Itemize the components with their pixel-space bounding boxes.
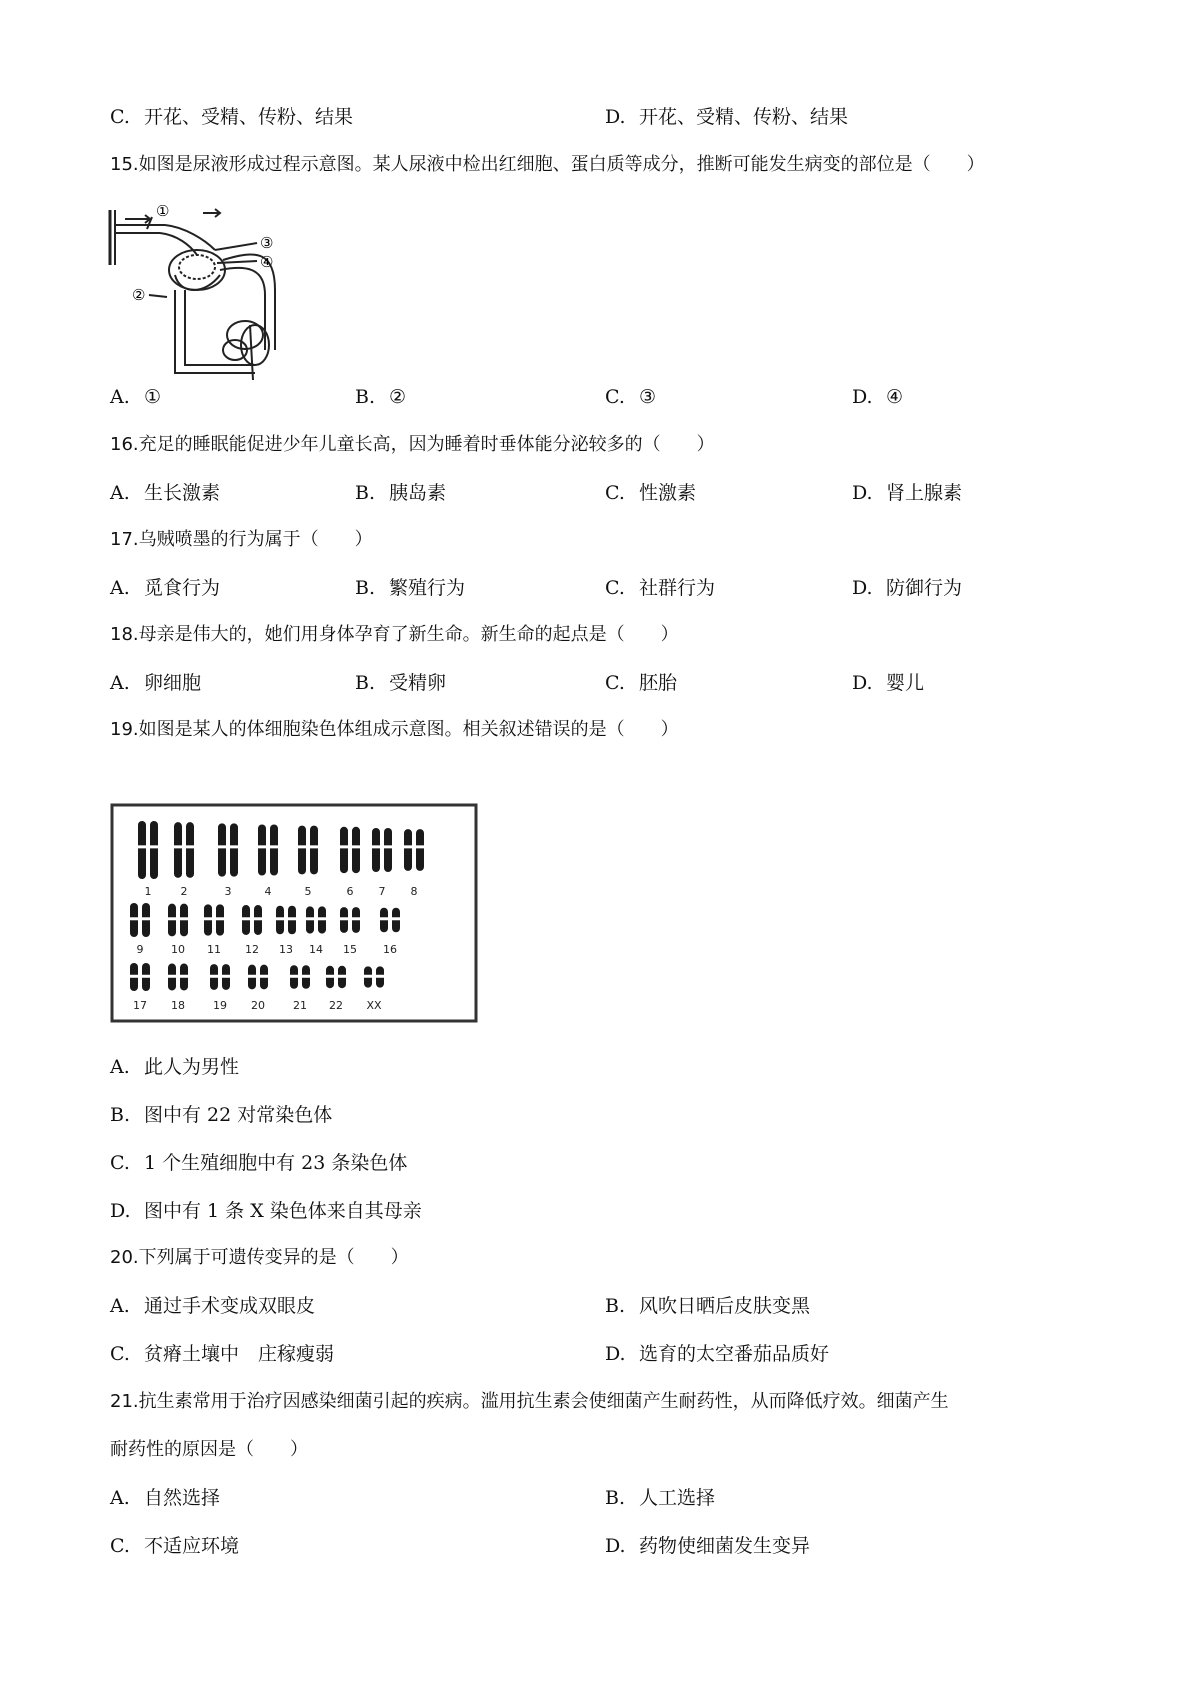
centromere-band: [351, 917, 361, 920]
q14-option-d: D. 开花、受精、传粉、结果: [605, 106, 849, 128]
q17-option-d: D. 防御行为: [852, 577, 963, 599]
chromosome-6-2: [352, 827, 360, 873]
centromere-band: [337, 975, 347, 978]
q16-options: [110, 478, 1110, 508]
centromere-band: [375, 975, 385, 978]
centromere-band: [179, 975, 189, 978]
centromere-band: [141, 975, 151, 978]
karyotype-label-6: 6: [346, 885, 354, 898]
q20-options-row1: [110, 1291, 1110, 1321]
centromere-band: [371, 845, 381, 848]
karyotype-label-XX: XX: [366, 999, 382, 1012]
centromere-band: [309, 845, 319, 848]
centromere-band: [253, 917, 263, 920]
chromosome-7-1: [372, 828, 380, 872]
karyotype-label-15: 15: [343, 943, 357, 956]
karyotype-diagram: [110, 803, 478, 1023]
centromere-band: [391, 917, 401, 920]
chromosome-4-1: [258, 824, 266, 875]
centromere-band: [179, 917, 189, 920]
q15-option-d: D. ④: [852, 386, 904, 408]
q17-stem: 17.乌贼喷墨的行为属于（ ）: [110, 529, 373, 550]
q21-option-a: A. 自然选择: [110, 1487, 221, 1509]
karyotype-label-14: 14: [309, 943, 323, 956]
q16-option-d: D. 肾上腺素: [852, 482, 963, 504]
q19-option-a: A. 此人为男性: [110, 1056, 240, 1078]
q19-stem: 19.如图是某人的体细胞染色体组成示意图。相关叙述错误的是（ ）: [110, 719, 679, 740]
karyotype-label-22: 22: [329, 999, 343, 1012]
karyotype-label-12: 12: [245, 943, 259, 956]
q20-option-b: B. 风吹日晒后皮肤变黑: [605, 1295, 811, 1317]
karyotype-label-2: 2: [180, 885, 188, 898]
nephron-label-1: ①: [156, 205, 170, 220]
centromere-band: [305, 917, 315, 920]
q17-option-c: C. 社群行为: [605, 577, 716, 599]
q18-stem: 18.母亲是伟大的，她们用身体孕育了新生命。新生命的起点是（ ）: [110, 624, 679, 645]
q18-option-b: B. 受精卵: [355, 672, 447, 694]
chromosome-7-2: [384, 828, 392, 872]
centromere-band: [351, 845, 361, 848]
karyotype-label-20: 20: [251, 999, 265, 1012]
q19-option-c: C. 1 个生殖细胞中有 23 条染色体: [110, 1152, 408, 1174]
centromere-band: [167, 917, 177, 920]
q18-option-a: A. 卵细胞: [110, 672, 202, 694]
q21-stem-line1: 21.抗生素常用于治疗因感染细菌引起的疾病。滥用抗生素会使细菌产生耐药性，从而降低疗效。细菌产生: [110, 1391, 949, 1412]
q17-options: [110, 573, 1110, 603]
q16-stem: 16.充足的睡眠能促进少年儿童长高，因为睡着时垂体能分泌较多的（ ）: [110, 434, 715, 455]
q21-option-c: C. 不适应环境: [110, 1535, 240, 1557]
chromosome-5-1: [298, 826, 306, 875]
centromere-band: [149, 845, 159, 848]
q20-option-c: C. 贫瘠土壤中 庄稼瘦弱: [110, 1343, 335, 1365]
chromosome-3-1: [218, 823, 226, 876]
chromosome-4-2: [270, 824, 278, 875]
centromere-band: [275, 917, 285, 920]
q16-option-c: C. 性激素: [605, 482, 697, 504]
karyotype-label-21: 21: [293, 999, 307, 1012]
chromosome-8-1: [404, 829, 412, 871]
centromere-band: [257, 845, 267, 848]
centromere-band: [185, 845, 195, 848]
centromere-band: [317, 917, 327, 920]
q19-option-d: D. 图中有 1 条 X 染色体来自其母亲: [110, 1200, 422, 1222]
q17-option-b: B. 繁殖行为: [355, 577, 466, 599]
centromere-band: [217, 845, 227, 848]
centromere-band: [287, 917, 297, 920]
centromere-band: [289, 975, 299, 978]
nephron-label-3: ③: [260, 234, 274, 252]
centromere-band: [415, 845, 425, 848]
q20-stem: 20.下列属于可遗传变异的是（ ）: [110, 1247, 409, 1268]
centromere-band: [363, 975, 373, 978]
q16-option-a: A. 生长激素: [110, 482, 221, 504]
karyotype-label-16: 16: [383, 943, 397, 956]
centromere-band: [209, 975, 219, 978]
q15-option-c: C. ③: [605, 386, 657, 408]
karyotype-label-19: 19: [213, 999, 227, 1012]
centromere-band: [215, 917, 225, 920]
centromere-band: [241, 917, 251, 920]
chromosome-6-1: [340, 827, 348, 873]
q21-options-row1: [110, 1483, 1110, 1513]
chromosome-2-2: [186, 822, 194, 878]
q19-option-b: B. 图中有 22 对常染色体: [110, 1104, 333, 1126]
q18-option-d: D. 婴儿: [852, 672, 925, 694]
centromere-band: [229, 845, 239, 848]
q18-option-c: C. 胚胎: [605, 672, 678, 694]
q14-option-c: C. 开花、受精、传粉、结果: [110, 106, 354, 128]
centromere-band: [203, 917, 213, 920]
centromere-band: [379, 917, 389, 920]
centromere-band: [141, 917, 151, 920]
centromere-band: [297, 845, 307, 848]
q15-option-b: B. ②: [355, 386, 407, 408]
q20-option-a: A. 通过手术变成双眼皮: [110, 1295, 316, 1317]
karyotype-label-8: 8: [410, 885, 418, 898]
centromere-band: [259, 975, 269, 978]
chromosome-5-2: [310, 826, 318, 875]
q20-option-d: D. 选育的太空番茄品质好: [605, 1343, 830, 1365]
centromere-band: [167, 975, 177, 978]
karyotype-label-18: 18: [171, 999, 185, 1012]
centromere-band: [325, 975, 335, 978]
karyotype-label-1: 1: [144, 885, 152, 898]
centromere-band: [403, 845, 413, 848]
karyotype-label-9: 9: [136, 943, 144, 956]
nephron-diagram: [105, 205, 320, 390]
nephron-label-4: ④: [260, 253, 274, 271]
nephron-label-2: ②: [132, 286, 146, 304]
karyotype-label-17: 17: [133, 999, 147, 1012]
centromere-band: [247, 975, 257, 978]
centromere-band: [301, 975, 311, 978]
q21-option-b: B. 人工选择: [605, 1487, 716, 1509]
q18-options: [110, 668, 1110, 698]
karyotype-label-5: 5: [304, 885, 312, 898]
q16-option-b: B. 胰岛素: [355, 482, 447, 504]
karyotype-label-7: 7: [378, 885, 386, 898]
q21-options-row2: [110, 1531, 1110, 1561]
q15-option-a: A. ①: [110, 386, 162, 408]
q15-options: [110, 382, 1110, 412]
q17-option-a: A. 觅食行为: [110, 577, 221, 599]
centromere-band: [339, 845, 349, 848]
karyotype-label-11: 11: [207, 943, 221, 956]
centromere-band: [173, 845, 183, 848]
karyotype-label-3: 3: [224, 885, 232, 898]
chromosome-3-2: [230, 823, 238, 876]
q15-stem: 15.如图是尿液形成过程示意图。某人尿液中检出红细胞、蛋白质等成分，推断可能发生病变的部位是（ ）: [110, 154, 985, 175]
q21-option-d: D. 药物使细菌发生变异: [605, 1535, 811, 1557]
centromere-band: [129, 975, 139, 978]
karyotype-label-13: 13: [279, 943, 293, 956]
chromosome-8-2: [416, 829, 424, 871]
centromere-band: [221, 975, 231, 978]
chromosome-2-1: [174, 822, 182, 878]
karyotype-label-10: 10: [171, 943, 185, 956]
q14-options: [110, 102, 1110, 132]
karyotype-label-4: 4: [264, 885, 272, 898]
chromosome-1-1: [138, 821, 146, 879]
centromere-band: [269, 845, 279, 848]
centromere-band: [137, 845, 147, 848]
centromere-band: [129, 917, 139, 920]
centromere-band: [383, 845, 393, 848]
q20-options-row2: [110, 1339, 1110, 1369]
chromosome-1-2: [150, 821, 158, 879]
centromere-band: [339, 917, 349, 920]
q21-stem-line2: 耐药性的原因是（ ）: [110, 1439, 308, 1460]
